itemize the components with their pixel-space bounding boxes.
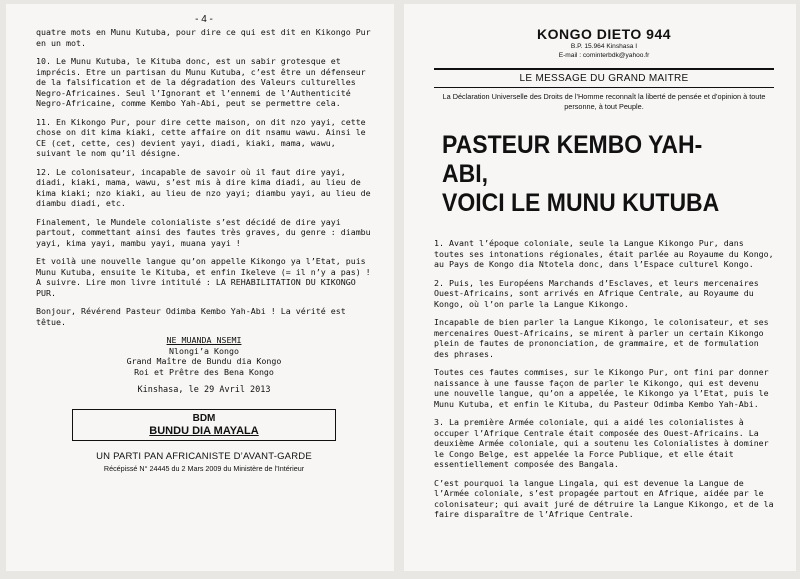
paragraph: 10. Le Munu Kutuba, le Kituba donc, est un sabir grotesque et imprécis. Etre un partisan du Munu Kutuba, c’est être un défenseur de la falsification et de la dégradation des Valeurs culturelles Negro-Africaines. Seul l’Ignorant et l’ennemi de l’Authenticité Negro-Africaine, comme Kembo Yah-Abi, peut se permettre cela. [36,56,366,108]
bdm-box [72,409,336,441]
paragraph: Incapable de bien parler la Langue Kikongo, le colonisateur, et ses mercenaires Ouest-Africains, se mirent à parler un certain Kikongo plein de fautes de prononciation, de grammaire, et de formulation des phrases. [434,317,769,359]
signature-name: NE MUANDA NSEMI [166,335,242,345]
postal-box: B.P. 15.964 Kinshasa I [570,43,638,50]
signature-line: Roi et Prêtre des Bena Kongo [134,366,274,377]
paragraph: 2. Puis, les Européens Marchands d’Esclaves, et leurs mercenaires Ouest-Africains, sont arrivés en Afrique Centrale, au Royaume du Kongo, où l’on parle la Langue Kikongo. [434,277,759,309]
paragraph: quatre mots en Munu Kutuba, pour dire ce qui est dit en Kikongo Pur en un mot. [36,27,371,48]
place-date: Kinshasa, le 29 Avril 2013 [137,385,271,395]
paragraph: 11. En Kikongo Pur, pour dire cette maison, on dit nzo yayi, cette chose on dit kima kiaki, cette affaire on dit nsamu wawu. Ainsi le CE (cet, cette, ces) devient yayi, diadi, kiaki, mama, wawu, suivant le nom qu’il désigne. [36,116,366,158]
left-body [36,27,372,327]
bdm-full-name: BUNDU DIA MAYALA [149,425,259,437]
bdm-abbrev: BDM [192,413,216,424]
paragraph: Toutes ces fautes commises, sur le Kikongo Pur, ont fini par donner naissance à une fausse façon de parler le Kikongo, qui est devenu une nouvelle langue, qu’on a appelée, le Kikongo ya l’Etat, puis le Munu Kutuba, et enfin le Kituba, du Pasteur Odimba Kembo Yah-Abi. [434,367,769,409]
section-title: LE MESSAGE DU GRAND MAITRE [434,68,774,88]
right-body [434,238,774,520]
paragraph: Bonjour, Révérend Pasteur Odimba Kembo Yah-Abi ! La vérité est têtue. [36,306,346,327]
headline [442,131,747,218]
signature-line: Grand Maître de Bundu dia Kongo [126,356,282,366]
masthead-title: KONGO DIETO 944 [536,26,672,42]
email: E-mail : cominterbdk@yahoo.fr [558,52,650,59]
recepisse: Récépissé N° 24445 du 2 Mars 2009 du Ministère de l’Intérieur [103,464,305,473]
paragraph: 12. Le colonisateur, incapable de savoir où il faut dire yayi, diadi, kiaki, mama, wawu, s’est mis à dire kima diadi, au lieu de kima kiaki; nzo kiaki, au lieu de nzo yayi; diambu yayi, au lieu de diambu diadi, etc. [36,166,371,208]
paragraph: C’est pourquoi la langue Lingala, qui est devenue la Langue de l’Armée coloniale, s’est propagée partout en Afrique, aidée par le colonisateur; qui avait juré de détruire la Langue Kikongo, et de la faire disparaître de l’Afrique Centrale. [434,477,774,519]
page-number: - 4 - [195,14,213,25]
paragraph: Et voilà une nouvelle langue qu’on appelle Kikongo ya l’Etat, puis Munu Kutuba, ensuite le Kituba, et enfin Ikeleve (= il n’y a pas) ! A suivre. Lire mon livre intitulé : LA REHABILITATION DU KIKONGO PUR. [36,256,371,298]
paragraph: 1. Avant l’époque coloniale, seule la Langue Kikongo Pur, dans toutes ses intonations régionales, était parlée au Royaume du Kongo, au Pays de Kongo dia Ntotela donc, dans l’Espace culturel Kongo. [434,238,774,269]
left-page [6,4,394,571]
paragraph: Finalement, le Mundele colonialiste s’est décidé de dire yayi partout, commettant ainsi des fautes très graves, du genre : diambu yayi, kima yayi, mambu yayi, muana yayi ! [36,216,371,248]
paragraph: 3. La première Armée coloniale, qui a aidé les colonialistes à occuper l’Afrique Centrale était composée des Ouest-Africains. La deuxième Armée coloniale, qui a soutenu les Colonialistes à dominer le Congo Belge, est appelée la Force Publique, et elle était essentiellement composée des Bangala. [434,417,769,469]
declaration: La Déclaration Universelle des Droits de l’Homme reconnaît la liberté de pensée et d’opinion à toute personne, à tout Peuple. [442,92,766,111]
headline-line: PASTEUR KEMBO YAH-ABI, [442,131,703,188]
right-page [404,4,796,571]
headline-line: VOICI LE MUNU KUTUBA [442,189,720,217]
party-slogan: UN PARTI PAN AFRICANISTE D’AVANT-GARDE [96,451,312,462]
signature-block [36,335,372,377]
signature-line: Nlongi’a Kongo [169,345,239,356]
